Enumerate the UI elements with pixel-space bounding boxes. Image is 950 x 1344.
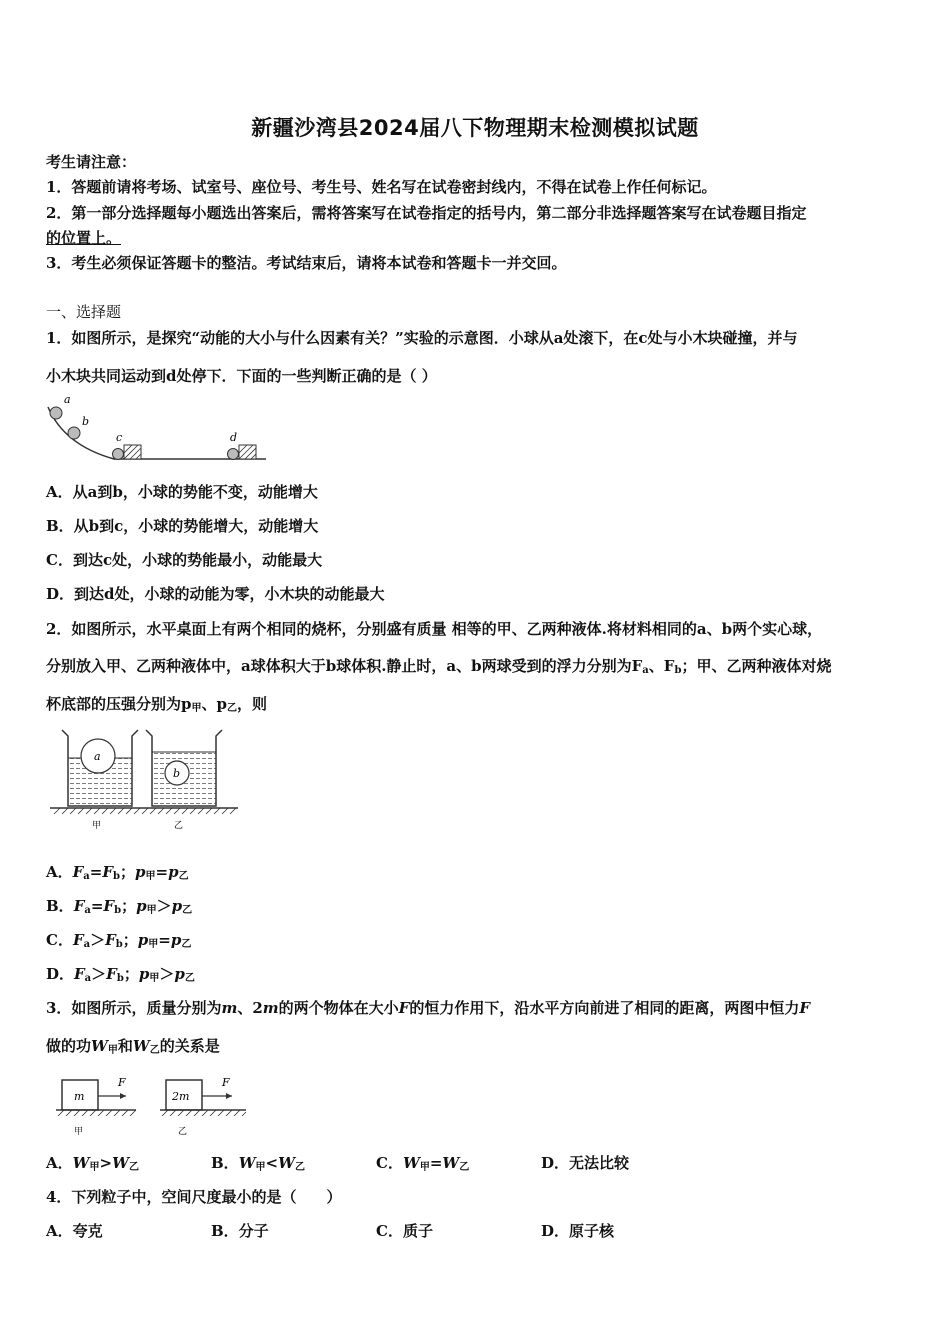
q2-option-a-p1: p [135, 863, 146, 881]
q3-line2-w1s: 甲 [107, 1045, 118, 1056]
q2-table-hatch [54, 808, 236, 814]
q3-option-a-w1: W [72, 1154, 90, 1172]
page-title: 新疆沙湾县2024届八下物理期末检测模拟试题 [251, 116, 699, 140]
q3-line2-w1: W [91, 1037, 108, 1055]
q2-option-b-rel2: ＞ [156, 897, 172, 915]
q2-option-a-sep: ； [120, 863, 136, 881]
q3-label-jia: 甲 [74, 1127, 84, 1137]
q2-option-d-p2: p [174, 965, 185, 983]
q2-option-c-f2: F [105, 931, 116, 949]
notice-item-2-cont [46, 228, 920, 248]
q2-option-c-rel1: ＞ [90, 931, 106, 949]
q2-option-c-s1: a [83, 939, 91, 950]
q3-stem-line2 [46, 1036, 920, 1061]
q1-stem-line2: 小木块共同运动到d处停下．下面的一些判断正确的是（ ） [46, 367, 437, 385]
q3-option-b-rel: < [265, 1154, 279, 1172]
q2-option-c-ps2: 乙 [181, 939, 192, 950]
q4-option-a[interactable]: A．夸克 [46, 1222, 103, 1240]
q2-option-d-f1: F [74, 965, 85, 983]
q2-option-b-ps1: 甲 [146, 905, 157, 916]
q2-option-a-letter: A． [46, 863, 73, 881]
q1-label-b: b [82, 415, 90, 428]
q2-option-c-s2: b [115, 939, 123, 950]
q1-ball-d [228, 449, 239, 460]
q4-stem: 4．下列粒子中，空间尺度最小的是（ ） [46, 1188, 342, 1206]
q2-option-a-rel2: = [155, 863, 169, 881]
q1-ball-c [113, 449, 124, 460]
q2-stem-line2 [46, 656, 920, 681]
q3-line2-w2: W [132, 1037, 150, 1055]
q2-option-c-rel2: = [158, 931, 171, 949]
notice-item-3: 3．考生必须保证答题卡的整洁。考试结束后，请将本试卷和答题卡一并交回。 [46, 254, 567, 272]
q2-option-b-sep: ； [121, 897, 137, 915]
notice-heading: 考生请注意： [46, 153, 137, 171]
q3-option-c[interactable] [376, 1153, 469, 1178]
q2-option-a[interactable] [46, 862, 189, 887]
q3-option-d[interactable] [541, 1153, 629, 1173]
q3-option-a[interactable] [46, 1153, 139, 1178]
q2-stem-line1: 2．如图所示，水平桌面上有两个相同的烧杯，分别盛有质量 相等的甲、乙两种液体.将材料相同的a、b两个实心球， [46, 620, 823, 638]
q4-option-b[interactable]: B．分子 [211, 1222, 269, 1240]
q2-option-c-ps1: 甲 [148, 939, 159, 950]
q2-option-b-s2: b [114, 905, 122, 916]
q2-option-d-rel2: ＞ [159, 965, 175, 983]
q1-label-c: c [116, 431, 123, 444]
q1-stem-line1: 1．如图所示，是探究“动能的大小与什么因素有关？”实验的示意图．小球从a处滚下，在c处与小木块碰撞，并与 [46, 329, 798, 347]
q1-option-a[interactable]: A．从a到b，小球的势能不变，动能增大 [46, 483, 318, 501]
q3-line1-f: F [398, 999, 410, 1017]
q2-option-c-sep: ； [122, 931, 138, 949]
q3-option-a-letter: A． [46, 1154, 73, 1172]
q3-label-f1: F [118, 1076, 126, 1089]
q3-option-c-s1: 甲 [419, 1162, 430, 1173]
notice-item-2-cont-text: 的位置上。 [46, 229, 122, 247]
q2-option-b-rel1: = [90, 897, 104, 915]
q3-line1-f2: F [799, 999, 810, 1017]
q2-line2-text: 分别放入甲、乙两种液体中，a球体积大于b球体积.静止时，a、b两球受到的浮力分别为F [46, 657, 643, 675]
q3-option-b-letter: B． [211, 1154, 239, 1172]
q2-label-b: b [173, 767, 181, 780]
q3-line2-c: 的关系是 [159, 1037, 220, 1055]
q3-option-c-s2: 乙 [459, 1162, 470, 1173]
q2-option-d-f2: F [106, 965, 117, 983]
q2-option-b[interactable] [46, 896, 192, 921]
q2-label-jia: 甲 [92, 821, 102, 831]
q3-line2-w2s: 乙 [149, 1045, 160, 1056]
q2-option-b-p2: p [171, 897, 183, 915]
q2-option-b-letter: B． [46, 897, 74, 915]
q2-option-d-sep: ； [123, 965, 139, 983]
notice-item-2: 2．第一部分选择题每小题选出答案后，需将答案写在试卷指定的括号内，第二部分非选择题答案写在试卷题目指定 [46, 204, 807, 222]
q3-option-c-letter: C． [376, 1154, 403, 1172]
q2-option-d-ps2: 乙 [184, 973, 195, 984]
q1-figure [44, 395, 274, 467]
q1-option-b[interactable]: B．从b到c，小球的势能增大，动能增大 [46, 517, 319, 535]
q2-label-a: a [94, 750, 101, 763]
q3-option-c-rel: = [429, 1154, 443, 1172]
q2-option-a-ps2: 乙 [178, 871, 189, 882]
q2-line3-sub-2: 乙 [227, 703, 237, 714]
q2-label-yi: 乙 [174, 821, 184, 831]
q3-arrowhead-2 [226, 1093, 232, 1099]
q2-line2-sub-b: b [674, 665, 682, 676]
q3-stem-line1 [46, 998, 920, 1018]
q3-option-d-letter: D． [541, 1154, 570, 1172]
q2-option-a-ps1: 甲 [145, 871, 156, 882]
q3-ground-hatch-1 [58, 1110, 136, 1116]
q1-option-d[interactable]: D．到达d处，小球的动能为零，小木块的动能最大 [46, 585, 385, 603]
q3-option-b-s2: 乙 [294, 1162, 305, 1173]
q2-option-a-s2: b [113, 871, 121, 882]
section-heading: 一、选择题 [46, 303, 122, 321]
q2-option-b-ps2: 乙 [182, 905, 193, 916]
q3-label-m: m [74, 1090, 85, 1103]
q2-line3-c: ，则 [237, 695, 268, 713]
q2-option-d-letter: D． [46, 965, 75, 983]
q3-line1-m: m [221, 999, 238, 1017]
q3-option-d-text: 无法比较 [569, 1154, 630, 1172]
q1-label-d: d [230, 431, 238, 444]
q3-line1-d: 的恒力作用下，沿水平方向前进了相同的距离，两图中恒力 [409, 999, 800, 1017]
q2-option-c-letter: C． [46, 931, 73, 949]
q2-option-c-p1: p [137, 931, 149, 949]
q2-option-d-ps1: 甲 [149, 973, 160, 984]
q3-label-2m: 2m [172, 1090, 190, 1103]
q2-line2-mid: 、F [648, 657, 675, 675]
q3-line1-a: 3．如图所示，质量分别为 [46, 999, 222, 1017]
q3-option-c-w1: W [402, 1154, 420, 1172]
q4-option-c[interactable]: C．质子 [376, 1222, 433, 1240]
q3-option-b[interactable] [211, 1153, 305, 1178]
notice-item-1: 1．答题前请将考场、试室号、座位号、考生号、姓名写在试卷密封线内，不得在试卷上作任何标记。 [46, 178, 717, 196]
q2-option-c-p2: p [170, 931, 182, 949]
q3-ground-hatch-2 [162, 1110, 246, 1116]
q2-option-b-s1: a [84, 905, 91, 916]
q3-line1-m2: m [262, 999, 279, 1017]
q3-line1-c: 的两个物体在大小 [278, 999, 399, 1017]
q2-option-a-s1: a [83, 871, 90, 882]
q2-option-a-rel1: = [89, 863, 103, 881]
q2-figure [46, 726, 242, 834]
q3-option-b-w2: W [278, 1154, 295, 1172]
q3-label-yi: 乙 [178, 1127, 188, 1137]
q3-option-a-w2: W [112, 1154, 129, 1172]
q1-ball-a [50, 407, 62, 419]
q3-arrowhead-1 [120, 1093, 126, 1099]
q3-line2-a: 做的功 [46, 1037, 92, 1055]
q2-stem-line3 [46, 694, 920, 719]
q2-option-d-s1: a [84, 973, 92, 984]
q3-figure [52, 1070, 252, 1142]
q1-label-a: a [64, 395, 71, 406]
q1-ball-b [68, 427, 80, 439]
q2-option-d-rel1: ＞ [91, 965, 107, 983]
q2-option-d-s2: b [116, 973, 124, 984]
q2-option-c[interactable] [46, 930, 191, 955]
q2-line3-a: 杯底部的压强分别为p [46, 695, 192, 713]
q2-option-a-f2: F [102, 863, 114, 881]
q3-option-a-rel: > [99, 1154, 113, 1172]
q3-line2-b: 和 [117, 1037, 133, 1055]
q2-line2-end: ；甲、乙两种液体对烧 [681, 657, 832, 675]
q3-line1-b: 、2 [237, 999, 263, 1017]
q2-option-c-f1: F [72, 931, 84, 949]
q2-option-b-f2: F [103, 897, 115, 915]
q3-option-c-w2: W [442, 1154, 460, 1172]
q3-option-b-w1: W [238, 1154, 256, 1172]
q2-line3-sub-1: 甲 [191, 703, 202, 714]
q2-line2-sub-a: a [642, 665, 649, 676]
q2-option-a-f1: F [72, 863, 84, 881]
q2-option-b-f1: F [73, 897, 85, 915]
q2-option-d[interactable] [46, 964, 195, 989]
q2-line3-b: 、p [201, 695, 227, 713]
q4-option-d[interactable]: D．原子核 [541, 1222, 615, 1240]
q3-option-b-s1: 甲 [255, 1162, 266, 1173]
q2-option-d-p1: p [138, 965, 150, 983]
q1-option-c[interactable]: C．到达c处，小球的势能最小，动能最大 [46, 551, 323, 569]
q3-option-a-s2: 乙 [128, 1162, 139, 1173]
q3-label-f2: F [222, 1076, 230, 1089]
q2-option-a-p2: p [168, 863, 179, 881]
q2-option-b-p1: p [136, 897, 147, 915]
q3-option-a-s1: 甲 [89, 1162, 100, 1173]
